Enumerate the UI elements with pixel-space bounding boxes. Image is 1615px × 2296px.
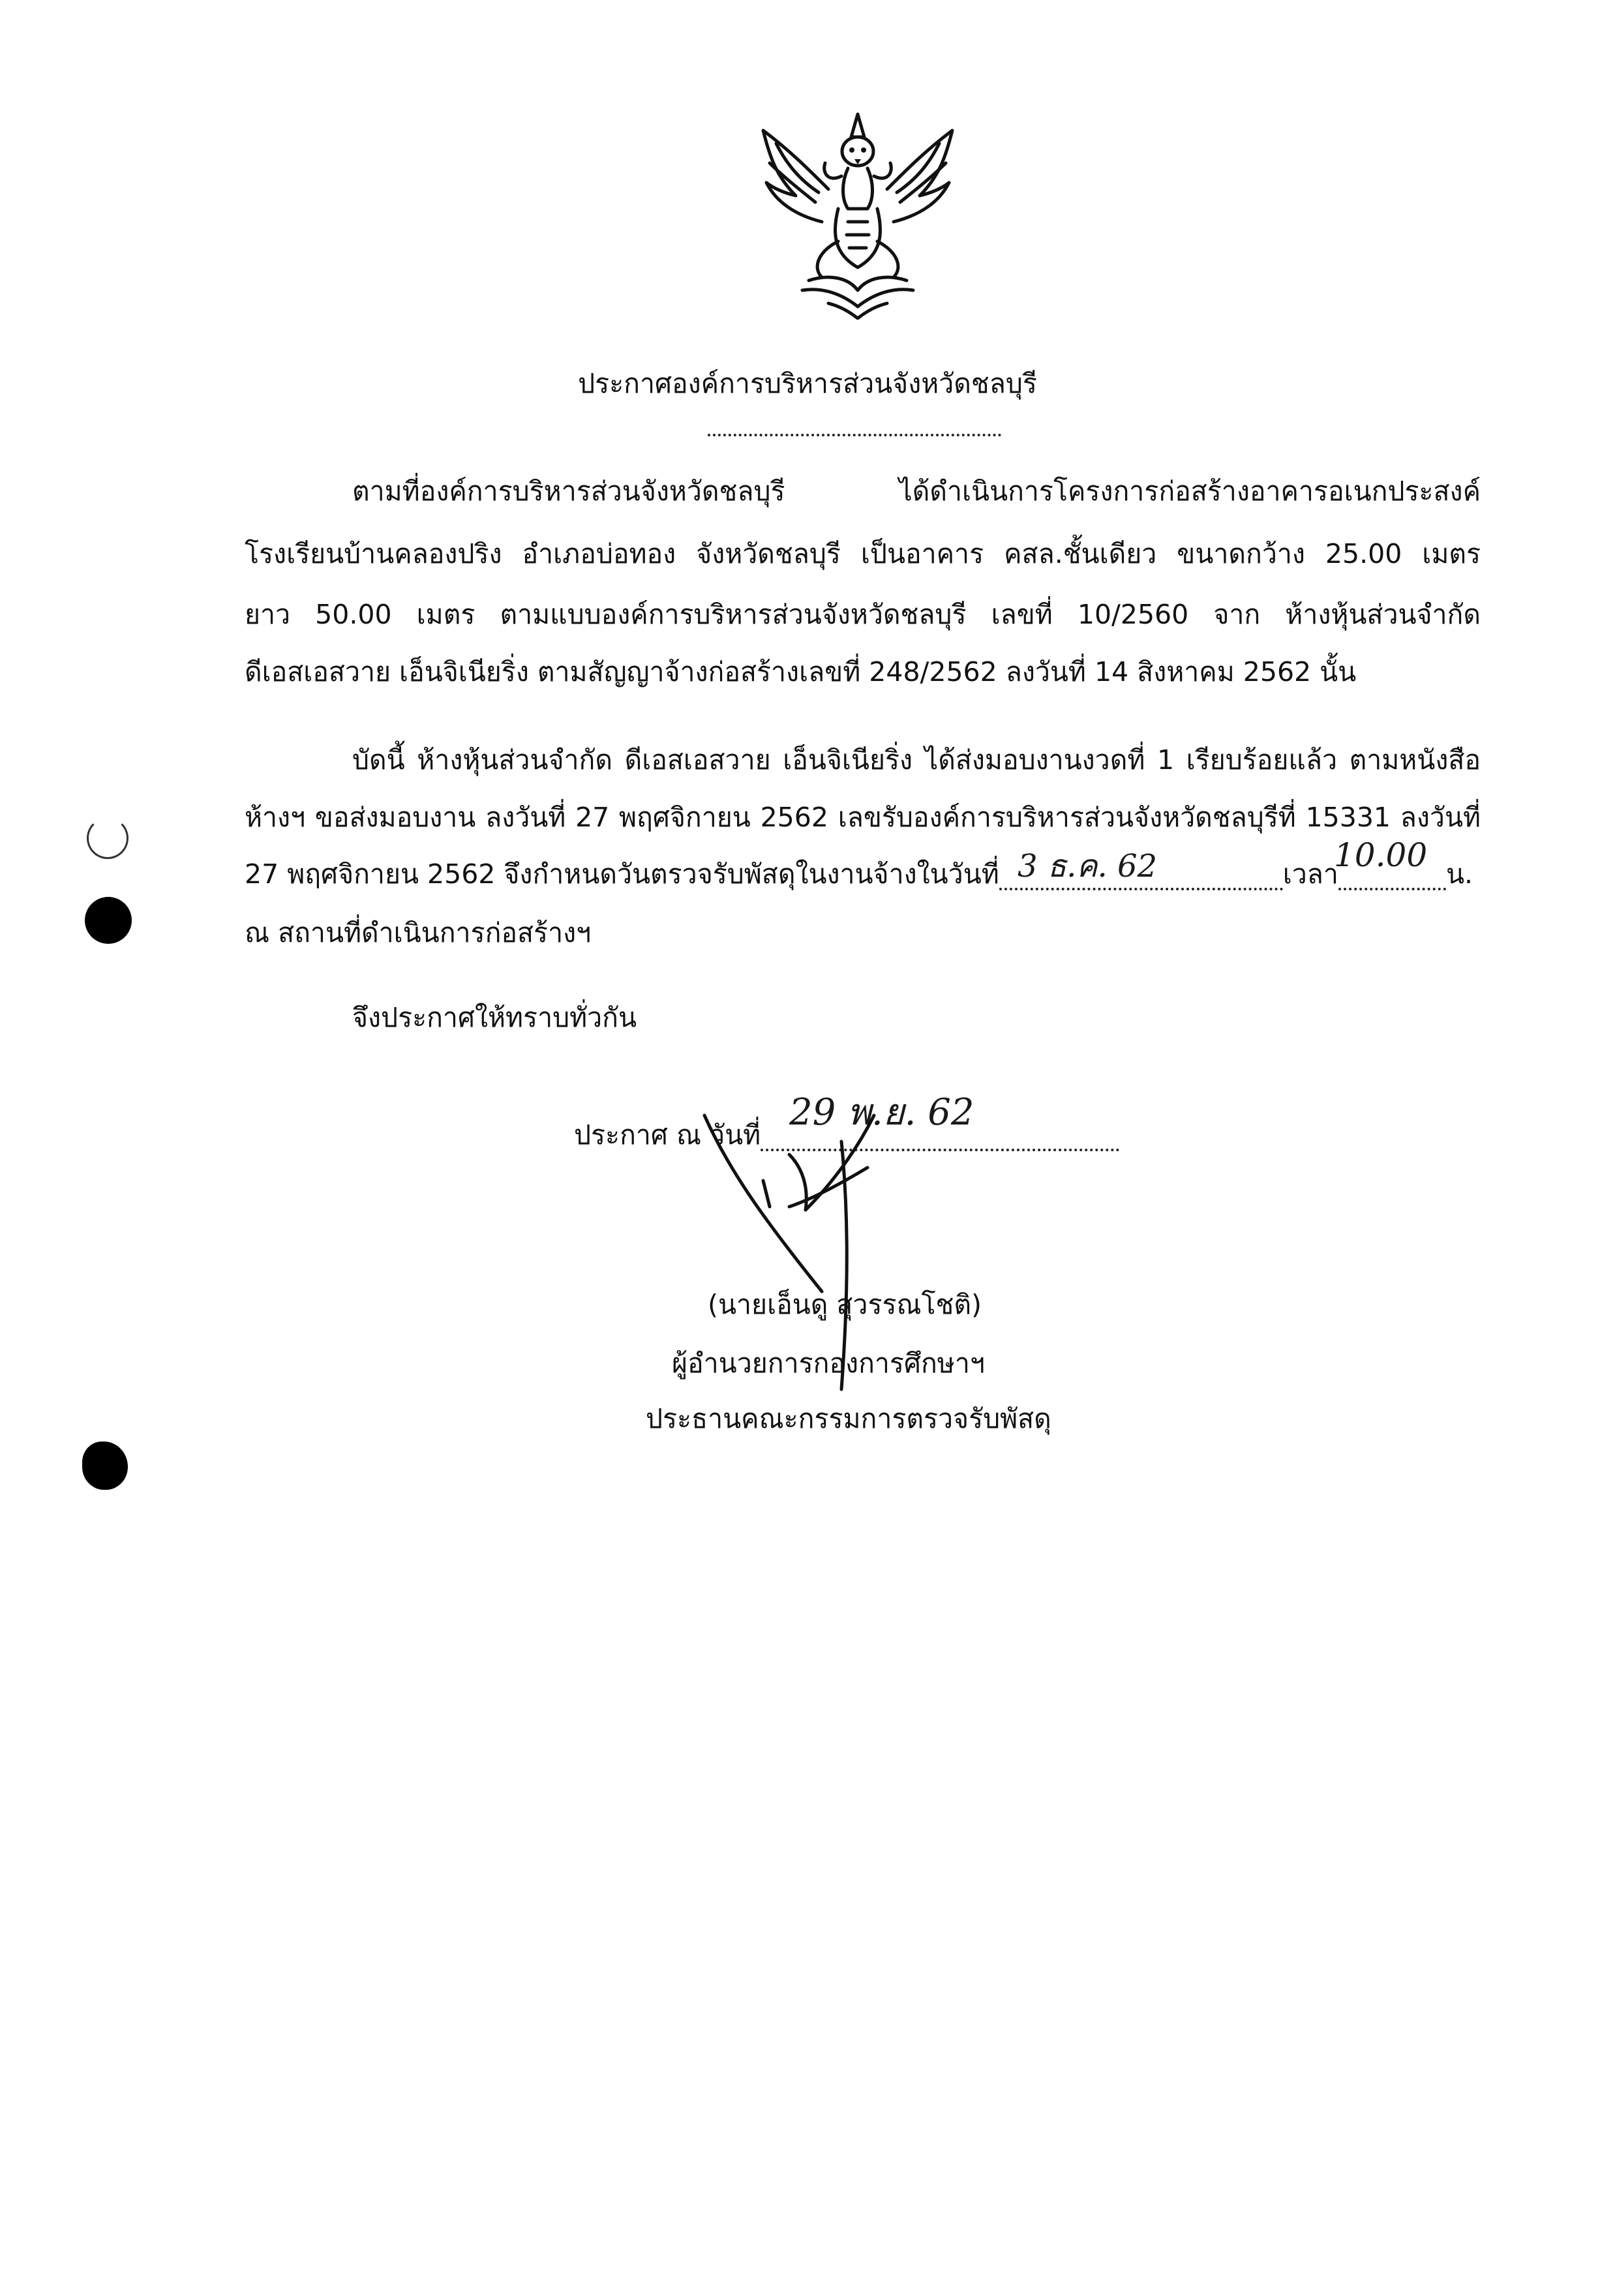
committee-role: ประธานคณะกรรมการตรวจรับพัสดุ [646, 1403, 1051, 1434]
paragraph2-line4: ณ สถานที่ดำเนินการก่อสร้างฯ [245, 917, 592, 948]
page-title: ประกาศองค์การบริหารส่วนจังหวัดชลบุรี [578, 368, 1037, 399]
paragraph1-line1: ตามที่องค์การบริหารส่วนจังหวัดชลบุรี ได้ดำเนินการโครงการก่อสร้างอาคารอเนกประสงค์ [352, 476, 1481, 507]
paragraph1-line4: ดีเอสเอสวาย เอ็นจิเนียริ่ง ตามสัญญาจ้างก่อสร้างเลขที่ 248/2562 ลงวันที่ 14 สิงหาคม 2562 นั้น [245, 656, 1357, 687]
paragraph1-line2: โรงเรียนบ้านคลองปริง อำเภอบ่อทอง จังหวัดชลบุรี เป็นอาคาร คสล.ชั้นเดียว ขนาดกว้าง 25.00 เมตร [245, 538, 1481, 569]
punch-hole-outline [87, 817, 128, 859]
announce-date-handwritten: 29 พ.ย. 62 [789, 1091, 974, 1134]
paragraph2-line3 [245, 858, 1473, 890]
time-suffix: น. [1445, 858, 1473, 890]
signatory-position: ผู้อำนวยการกองการศึกษาฯ [672, 1348, 985, 1379]
punch-hole [85, 897, 132, 944]
title-divider [708, 434, 1001, 436]
signatory-name: (นายเอ็นดู สุวรรณโชติ) [708, 1289, 982, 1320]
paragraph2-line1: บัดนี้ ห้างหุ้นส่วนจำกัด ดีเอสเอสวาย เอ็นจิเนียริ่ง ได้ส่งมอบงานงวดที่ 1 เรียบร้อยแล้ว ตามหนังสือ [352, 744, 1481, 776]
paragraph2-line2: ห้างฯ ขอส่งมอบงาน ลงวันที่ 27 พฤศจิกายน 2562 เลขรับองค์การบริหารส่วนจังหวัดชลบุรีที่ 15331 ลงวันที่ [245, 802, 1481, 833]
paragraph1-line3: ยาว 50.00 เมตร ตามแบบองค์การบริหารส่วนจังหวัดชลบุรี เลขที่ 10/2560 จาก ห้างหุ้นส่วนจำกัด [245, 599, 1481, 630]
announce-label: ประกาศ ณ วันที่ [574, 1119, 761, 1151]
paragraph2-line3-text: 27 พฤศจิกายน 2562 จึงกำหนดวันตรวจรับพัสดุในงานจ้างในวันที่ [245, 858, 999, 890]
inspection-time-handwritten: 10.00 [1334, 836, 1428, 874]
punch-hole [82, 1442, 128, 1490]
garuda-emblem-icon [750, 111, 965, 320]
time-label: เวลา [1282, 858, 1338, 890]
inspection-date-handwritten: 3 ธ.ค. 62 [1018, 848, 1158, 884]
closing-text: จึงประกาศให้ทราบทั่วกัน [352, 1002, 637, 1033]
